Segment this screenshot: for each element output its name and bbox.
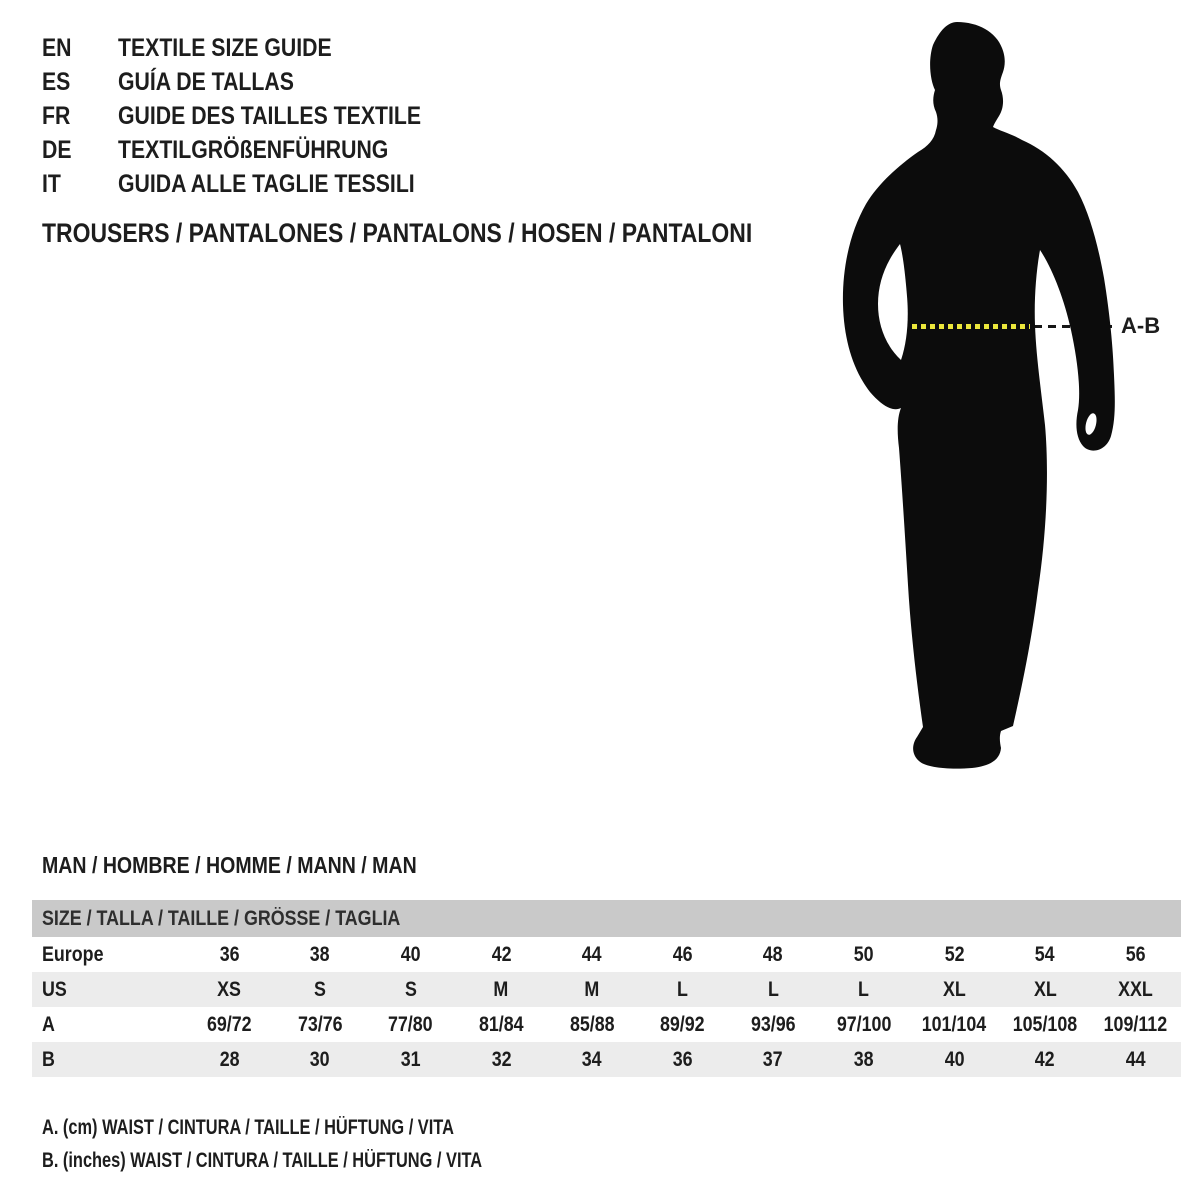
size-cell: 85/88: [569, 1012, 615, 1036]
size-cell: XXL: [1118, 977, 1154, 1001]
language-code: IT: [42, 170, 61, 198]
size-cell: M: [493, 977, 509, 1001]
size-cell: XL: [1033, 977, 1057, 1001]
size-cell: 56: [1125, 942, 1146, 966]
man-silhouette: [830, 10, 1140, 775]
size-cell: 93/96: [750, 1012, 796, 1036]
size-cell: 54: [1035, 942, 1056, 966]
size-row-a-cm: [32, 1007, 1181, 1042]
size-cell: 97/100: [836, 1012, 892, 1036]
size-cell: 42: [491, 942, 512, 966]
size-row-us: [32, 972, 1181, 1007]
language-title: GUÍA DE TALLAS: [118, 68, 294, 96]
size-cell: 73/76: [297, 1012, 343, 1036]
size-cell: 48: [763, 942, 784, 966]
size-cell: 32: [491, 1047, 512, 1071]
size-cell: L: [767, 977, 779, 1001]
language-title: TEXTILGRÖßENFÜHRUNG: [118, 136, 389, 164]
size-cell: 44: [581, 942, 602, 966]
size-cell: 38: [853, 1047, 874, 1071]
size-cell: S: [404, 977, 417, 1001]
size-cell: 40: [944, 1047, 965, 1071]
size-cell: 34: [581, 1047, 602, 1071]
size-cell: 52: [944, 942, 965, 966]
measure-label-ab: A-B: [1121, 313, 1161, 338]
size-cell: 44: [1125, 1047, 1146, 1071]
language-code: ES: [42, 68, 71, 96]
gender-section-title: MAN / HOMBRE / HOMME / MANN / MAN: [42, 852, 417, 878]
size-cell: XL: [943, 977, 966, 1001]
size-table-header: SIZE / TALLA / TAILLE / GRÖSSE / TAGLIA: [32, 900, 1181, 937]
size-cell: XS: [217, 977, 242, 1001]
row-label: Europe: [42, 942, 104, 966]
size-cell: 50: [853, 942, 874, 966]
size-cell: 101/104: [922, 1012, 987, 1036]
row-label: US: [42, 977, 67, 1001]
size-cell: 30: [310, 1047, 330, 1071]
language-title: TEXTILE SIZE GUIDE: [118, 34, 332, 62]
language-code: EN: [42, 34, 72, 62]
size-cell: 36: [672, 1047, 693, 1071]
garment-types-title: TROUSERS / PANTALONES / PANTALONS / HOSEN / PANTALONI: [42, 218, 753, 248]
language-code: DE: [42, 136, 72, 164]
size-row-b-inches: [32, 1042, 1181, 1077]
size-cell: 105/108: [1012, 1012, 1078, 1036]
size-table: [32, 900, 1181, 1077]
size-cell: 28: [219, 1047, 240, 1071]
size-cell: 109/112: [1103, 1012, 1168, 1036]
footnote-b: B. (inches) WAIST / CINTURA / TAILLE / HÜFTUNG / VITA: [42, 1149, 483, 1172]
size-cell: 37: [763, 1047, 784, 1071]
row-label: A: [42, 1012, 55, 1036]
size-cell: 81/84: [478, 1012, 524, 1036]
footnote-a: A. (cm) WAIST / CINTURA / TAILLE / HÜFTUNG / VITA: [42, 1116, 454, 1139]
measurement-footnotes: [42, 1111, 606, 1177]
size-cell: 40: [400, 942, 421, 966]
size-row-europe: [32, 937, 1181, 972]
size-cell: 31: [400, 1047, 421, 1071]
size-cell: L: [677, 977, 688, 1001]
size-cell: 69/72: [206, 1012, 252, 1036]
size-cell: 42: [1035, 1047, 1056, 1071]
size-cell: M: [584, 977, 600, 1001]
language-title: GUIDA ALLE TAGLIE TESSILI: [118, 170, 415, 198]
size-cell: 46: [672, 942, 693, 966]
size-cell: L: [858, 977, 870, 1001]
size-cell: 38: [310, 942, 330, 966]
waist-dotted-line: [912, 324, 1030, 329]
row-label: B: [42, 1047, 55, 1071]
size-cell: S: [314, 977, 326, 1001]
size-cell: 89/92: [660, 1012, 705, 1036]
size-cell: 77/80: [388, 1012, 433, 1036]
language-code: FR: [42, 102, 71, 130]
language-title: GUIDE DES TAILLES TEXTILE: [118, 102, 422, 130]
size-cell: 36: [219, 942, 240, 966]
